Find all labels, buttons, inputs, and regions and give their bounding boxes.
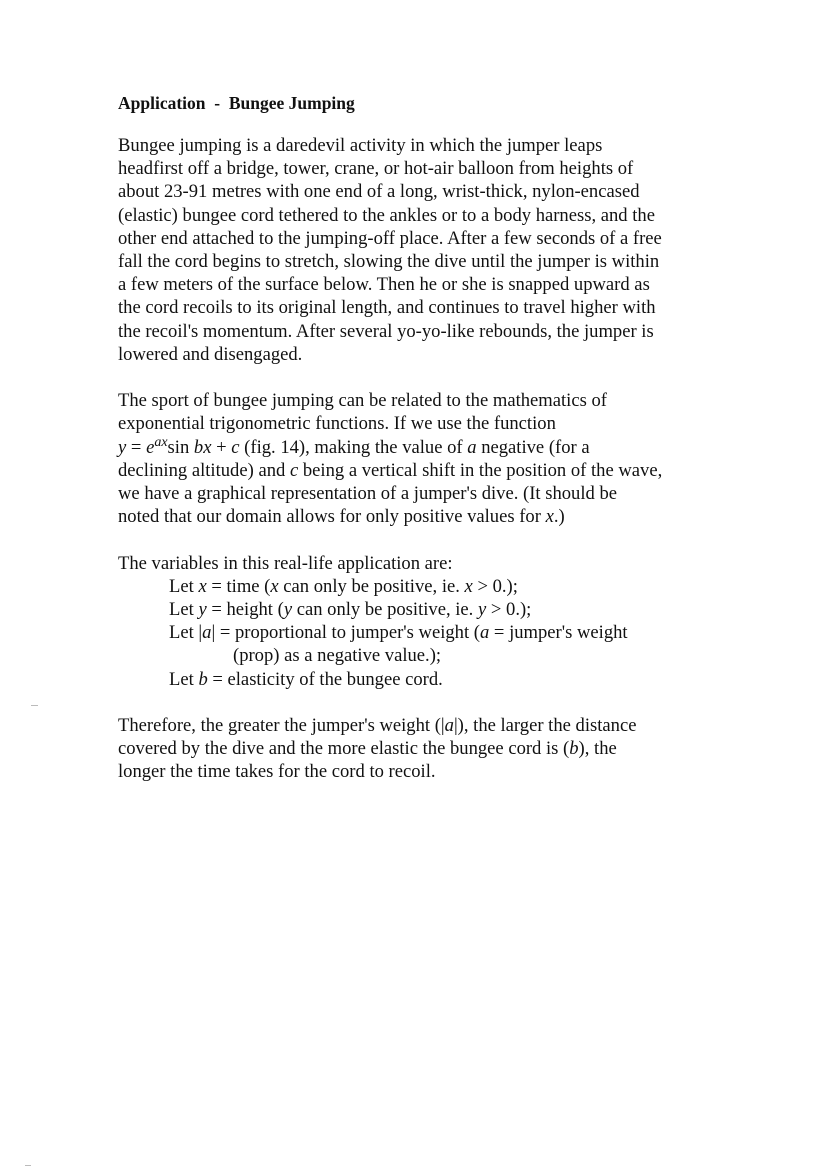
- text-line: covered by the dive and the more elastic the bungee cord is (b), the: [118, 738, 617, 760]
- variables-intro: The variables in this real-life application are:: [118, 552, 453, 574]
- variable-y: Let y = height (y can only be positive, ie. y > 0.);: [169, 599, 532, 621]
- text-line: longer the time takes for the cord to recoil.: [118, 761, 436, 783]
- paragraph-description: [118, 134, 718, 366]
- text-line: lowered and disengaged.: [118, 343, 303, 365]
- paragraph-mathematics: [118, 389, 718, 528]
- text-line: exponential trigonometric functions. If we use the function: [118, 413, 556, 435]
- text-line: about 23-91 metres with one end of a long, wrist-thick, nylon-encased: [118, 181, 640, 203]
- text-line: The sport of bungee jumping can be related to the mathematics of: [118, 390, 607, 412]
- text-line: Therefore, the greater the jumper's weight (|a|), the larger the distance: [118, 715, 637, 737]
- math-var-y: y: [118, 436, 127, 458]
- text-line: noted that our domain allows for only positive values for x.): [118, 506, 565, 528]
- text-line: declining altitude) and c being a vertical shift in the position of the wave,: [118, 459, 663, 481]
- scan-artifact: [25, 1165, 31, 1166]
- paragraph-conclusion: [118, 714, 718, 784]
- text-line: other end attached to the jumping-off place. After a few seconds of a free: [118, 227, 662, 249]
- variable-b: Let b = elasticity of the bungee cord.: [169, 668, 443, 690]
- text-line: headfirst off a bridge, tower, crane, or hot-air balloon from heights of: [118, 158, 634, 180]
- text-line: we have a graphical representation of a jumper's dive. (It should be: [118, 483, 617, 505]
- variable-x: Let x = time (x can only be positive, ie. x > 0.);: [169, 575, 518, 597]
- math-exponent: ax: [154, 434, 168, 450]
- text-line: a few meters of the surface below. Then he or she is snapped upward as: [118, 274, 650, 296]
- page-title: Application - Bungee Jumping: [118, 93, 355, 113]
- text-line: the recoil's momentum. After several yo-yo-like rebounds, the jumper is: [118, 320, 654, 342]
- text-line: the cord recoils to its original length, and continues to travel higher with: [118, 297, 656, 319]
- variable-a-continued: (prop) as a negative value.);: [233, 645, 442, 667]
- text-line: (elastic) bungee cord tethered to the ankles or to a body harness, and the: [118, 204, 655, 226]
- math-var-e: e: [146, 436, 155, 458]
- scan-artifact: [31, 705, 38, 706]
- variable-a: Let |a| = proportional to jumper's weight (a = jumper's weight: [169, 622, 628, 644]
- text-line: Bungee jumping is a daredevil activity in which the jumper leaps: [118, 135, 603, 156]
- document-page: [118, 92, 718, 807]
- text-line: fall the cord begins to stretch, slowing the dive until the jumper is within: [118, 251, 660, 273]
- formula-line: $y = e^{ax}\sin$ bx + c (fig. 14), making the value of a negative (for a: [118, 434, 590, 458]
- variables-list: [118, 552, 718, 691]
